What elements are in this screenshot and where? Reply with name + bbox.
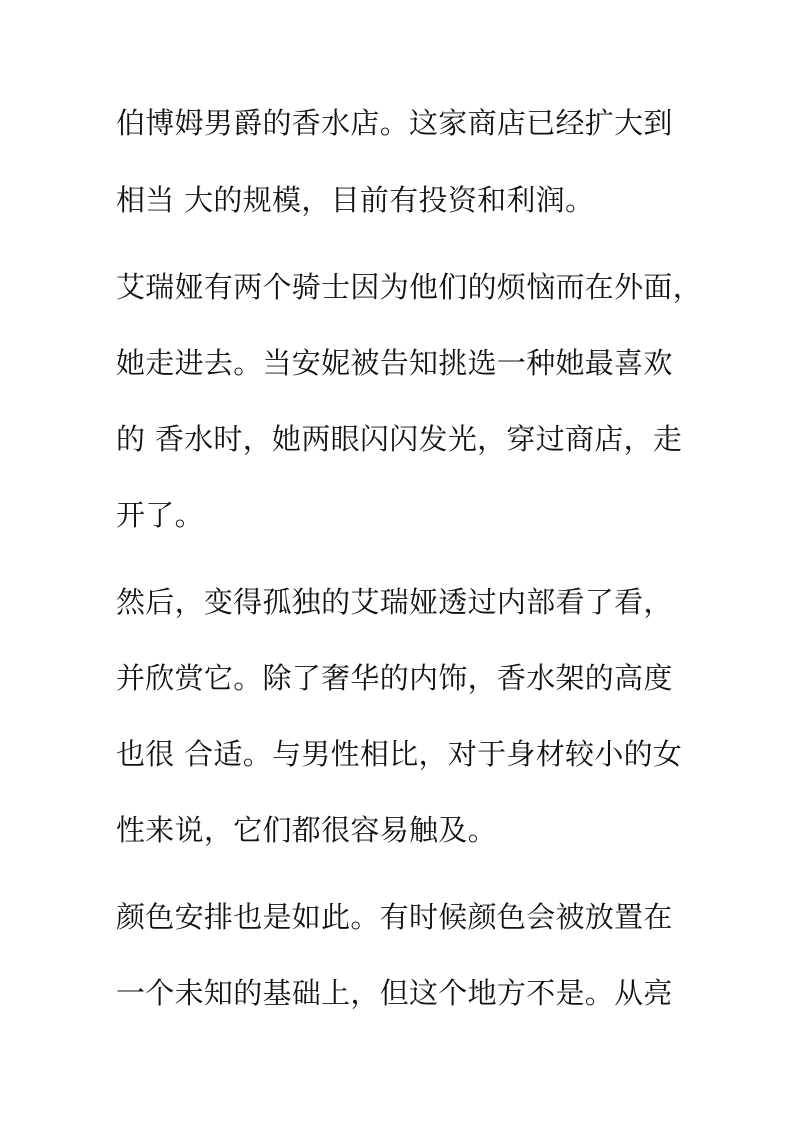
text-line: 开了。: [116, 498, 204, 532]
text-line: 她走进去。当安妮被告知挑选一种她最喜欢: [116, 346, 673, 380]
text-line: 颜色安排也是如此。有时候颜色会被放置在: [116, 900, 673, 934]
text-line: 艾瑞娅有两个骑士因为他们的烦恼而在外面，: [116, 270, 703, 304]
text-line: 的 香水时，她两眼闪闪发光，穿过商店，走: [116, 422, 683, 456]
text-line: 性来说，它们都很容易触及。: [116, 813, 497, 847]
text-line: 伯博姆男爵的香水店。这家商店已经扩大到: [116, 106, 673, 140]
text-line: 也很 合适。与男性相比，对于身材较小的女: [116, 737, 683, 771]
text-line: 然后，变得孤独的艾瑞娅透过内部看了看，: [116, 585, 673, 619]
text-line: 相当 大的规模，目前有投资和利润。: [116, 183, 595, 217]
text-line: 一个未知的基础上，但这个地方不是。从亮: [116, 976, 673, 1010]
text-line: 并欣赏它。除了奢华的内饰，香水架的高度: [116, 661, 673, 695]
